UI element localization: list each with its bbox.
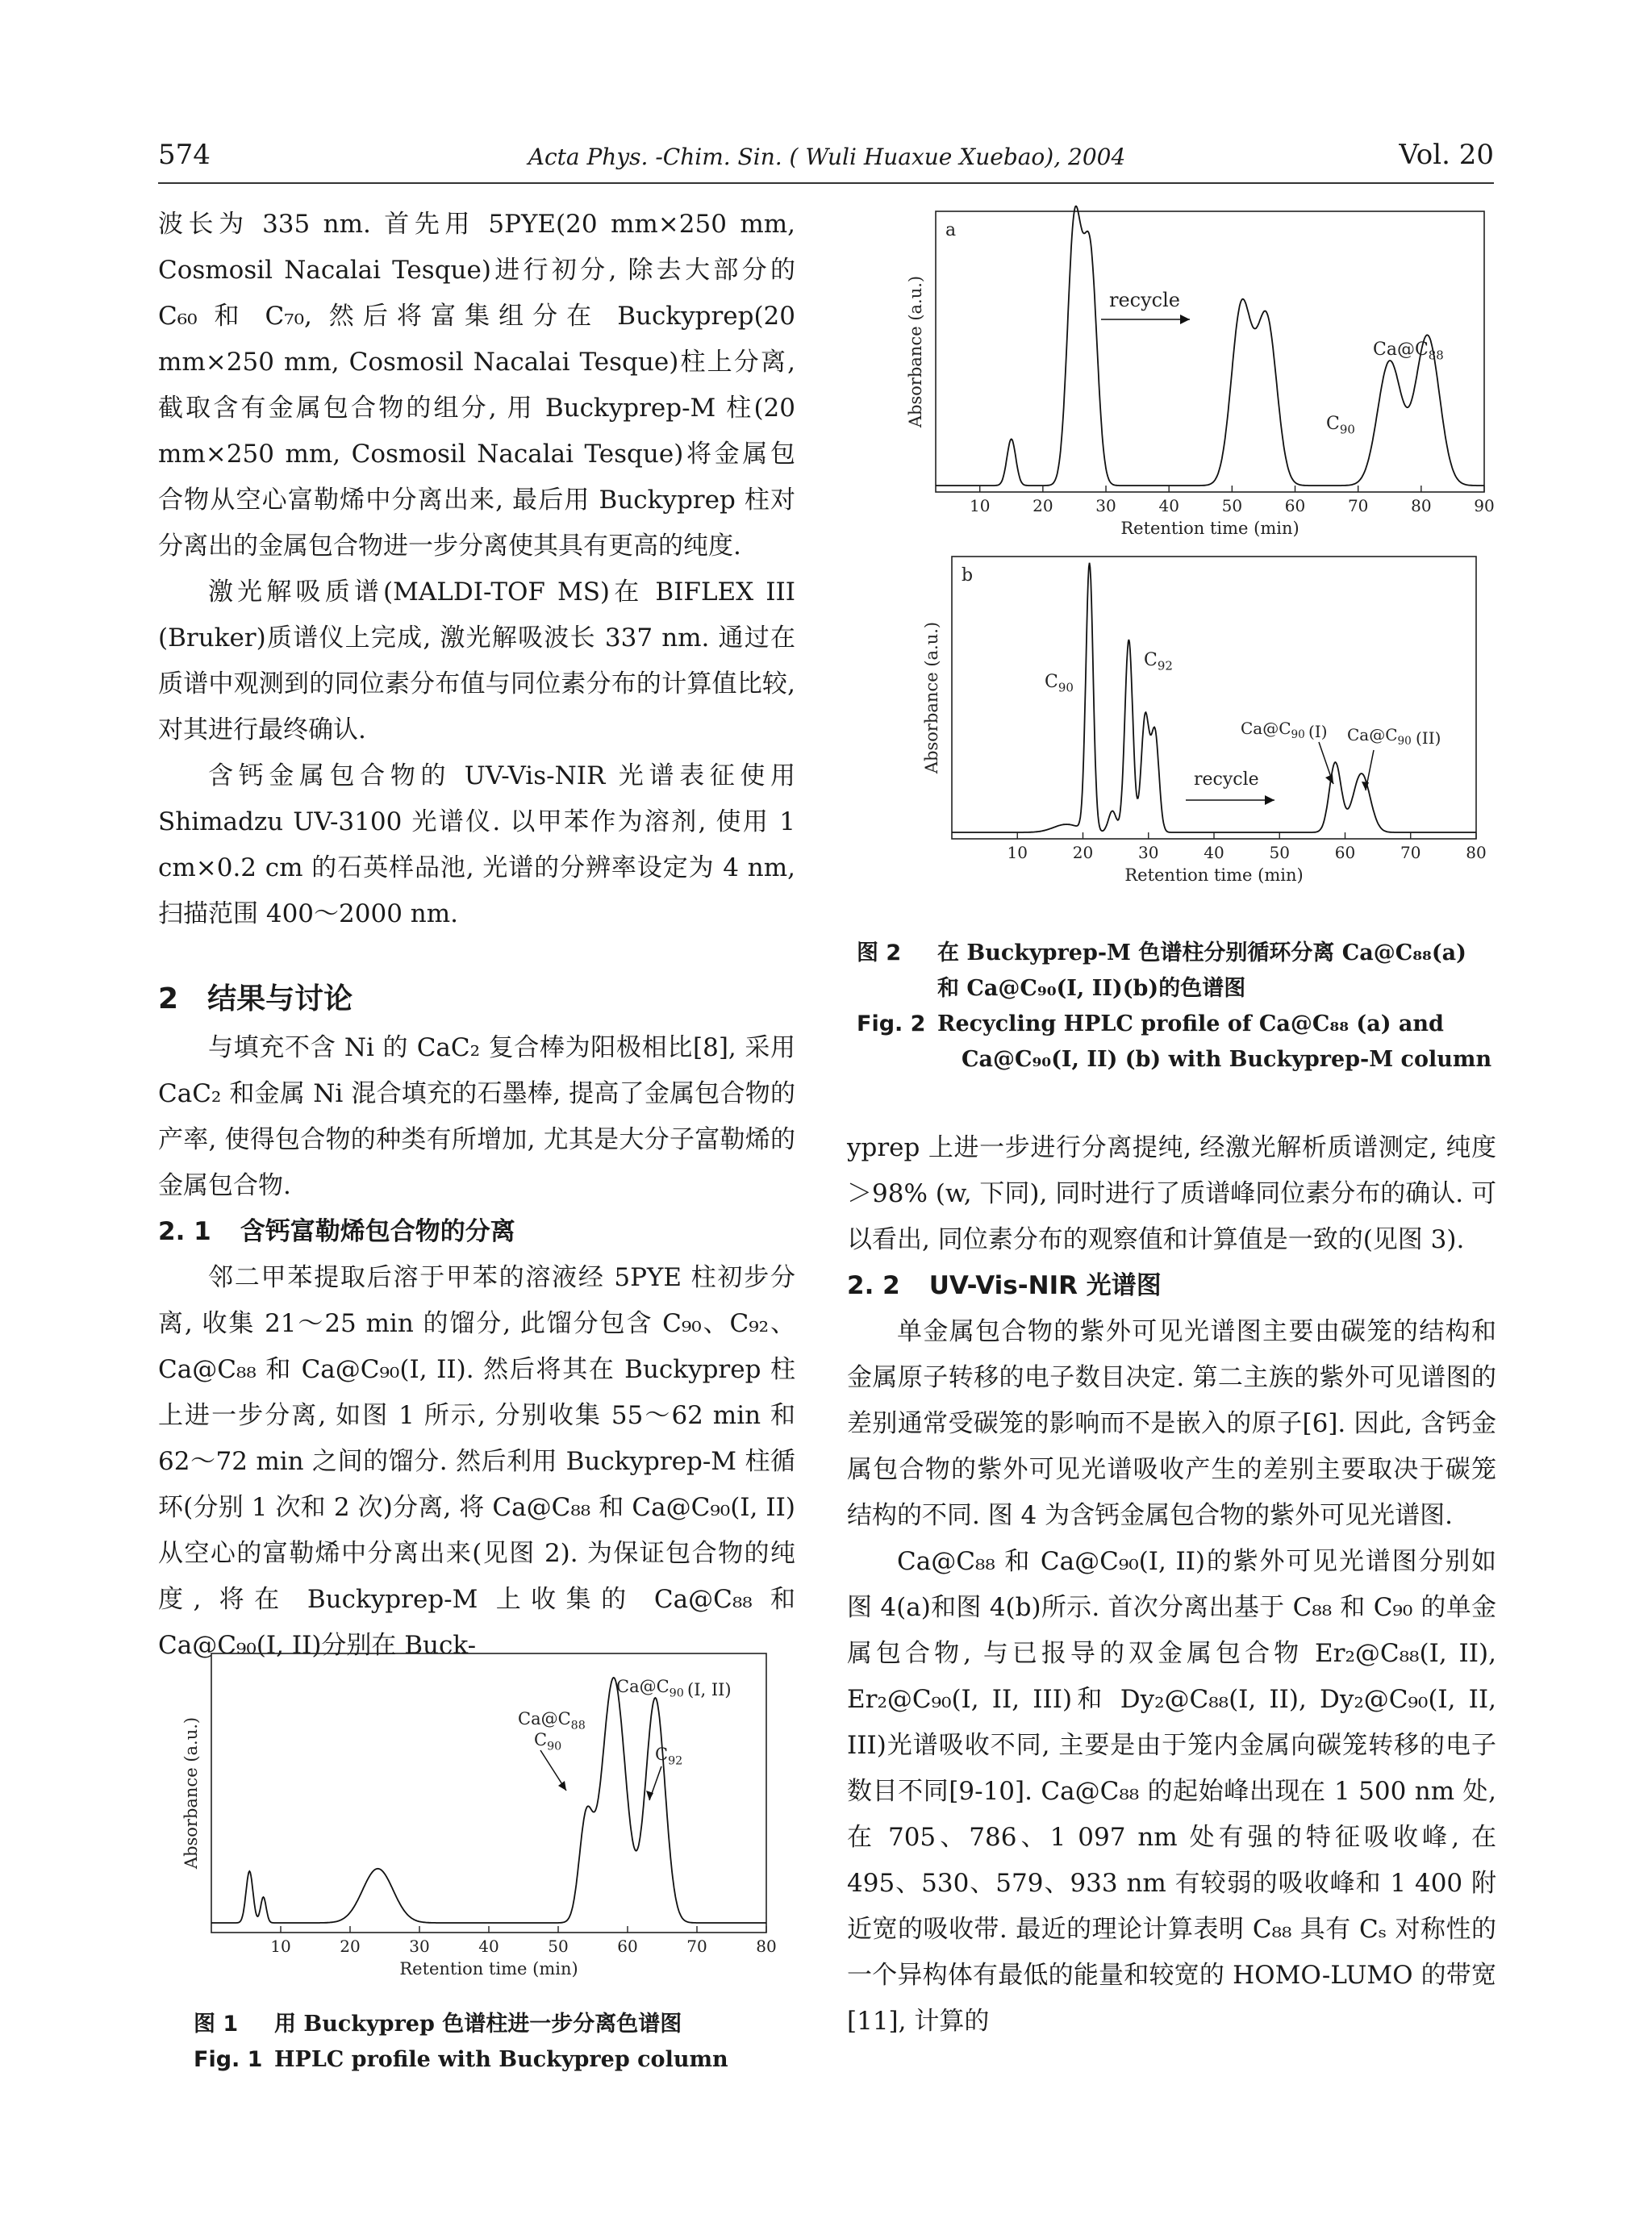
annotation-ca-c88: $Ca@C_{88}$: [1373, 340, 1444, 363]
x-tick-label: 10: [1007, 843, 1028, 862]
journal-title: Acta Phys. -Chim. Sin. ( Wuli Huaxue Xuebao), 2004: [528, 144, 1126, 170]
section-title: UV-Vis-NIR 光谱图: [928, 1271, 1162, 1300]
panel-label: a: [945, 220, 957, 240]
x-tick-label: 60: [1284, 496, 1306, 515]
caption-label: 图 2: [857, 940, 902, 965]
series-line: [211, 1678, 766, 1923]
arrow-head: [558, 1781, 566, 1791]
annotation-recycle: recycle: [1109, 289, 1180, 311]
caption-text: 用 Buckyprep 色谱柱进一步分离色谱图: [274, 2012, 682, 2037]
x-tick-label: 50: [548, 1937, 569, 1956]
caption-text: 和 Ca@C₉₀(I, II)(b)的色谱图: [937, 976, 1246, 1001]
annotation-c92: $C_{92}$: [655, 1745, 683, 1768]
figure-2-chart: [847, 202, 1496, 895]
annotation-ca-c90-i: $Ca@C_{90}$: [1241, 719, 1305, 741]
caption-text: Recycling HPLC profile of Ca@C₈₈ (a) and: [937, 1011, 1444, 1036]
x-tick-label: 20: [1032, 496, 1053, 515]
annotation-ca-c88: $Ca@C_{88}$: [518, 1709, 586, 1733]
section-number: 2: [158, 982, 179, 1015]
x-tick-label: 20: [1072, 843, 1094, 862]
paragraph: 与填充不含 Ni 的 CaC₂ 复合棒为阳极相比[8], 采用 CaC₂ 和金属 Ni 混合填充的石墨棒, 提高了金属包合物的产率, 使得包合物的种类有所增加, 尤其是大分子富勒烯的金属包合物.: [158, 1033, 795, 1200]
x-tick-label: 40: [1158, 496, 1179, 515]
annotation-ca-c90-suffix: (I, II): [687, 1680, 732, 1699]
x-tick-label: 90: [1474, 496, 1495, 515]
x-tick-label: 70: [686, 1937, 707, 1956]
caption-text: 在 Buckyprep-M 色谱柱分别循环分离 Ca@C₈₈(a): [937, 940, 1466, 965]
figure-1-chart: [161, 1645, 782, 2000]
figure-2-caption: [857, 936, 1502, 1078]
annotation-ca-c90-ii: $Ca@C_{90}$: [1347, 725, 1412, 748]
caption-text: Ca@C₉₀(I, II) (b) with Buckyprep-M column: [962, 1047, 1492, 1072]
paragraph: 邻二甲苯提取后溶于甲苯的溶液经 5PYE 柱初步分离, 收集 21～25 min 的馏分, 此馏分包含 C₉₀、C₉₂、Ca@C₈₈ 和 Ca@C₉₀(I, II). 然后将其在 Buckyprep 柱上进一步分离, 如图 1 所示, 分别收集 55～62 min 和 62～72 min 之间的馏分. 然后利用 Buckyprep-M 柱循环(分别 1 次和 2 次)分离, 将 Ca@C₈₈ 和 Ca@C₉₀(I, II)从空心的富勒烯中分离出来(见图 2). 为保证包合物的纯度, 将在 Buckyprep-M 上收集的 Ca@C₈₈ 和 Ca@C₉₀(I, II)分别在 Buck-: [158, 1263, 795, 1660]
section-heading-2: [158, 976, 795, 1022]
x-tick-label: 70: [1400, 843, 1421, 862]
x-axis-label: Retention time (min): [399, 1959, 578, 1979]
x-tick-label: 10: [969, 496, 991, 515]
x-tick-label: 60: [1334, 843, 1356, 862]
annotation-recycle: recycle: [1194, 769, 1259, 790]
series-line: [952, 563, 1476, 832]
left-column: [158, 202, 795, 1669]
page-number: 574: [158, 139, 211, 171]
section-number: 2. 1: [158, 1217, 211, 1246]
panel-label: b: [962, 565, 974, 586]
right-column: [847, 1125, 1496, 2045]
x-tick-label: 50: [1269, 843, 1290, 862]
figure-1: [161, 1645, 782, 2000]
caption-label: 图 1: [194, 2012, 239, 2037]
chart-fig2a: [906, 206, 1495, 538]
figure-1-caption: [194, 2007, 791, 2078]
caption-label: Fig. 2: [857, 1011, 926, 1036]
arrow-head: [1325, 774, 1333, 784]
x-tick-label: 50: [1221, 496, 1243, 515]
arrow-head: [1180, 315, 1190, 324]
annotation-ca-c90-i-suffix: (I): [1308, 722, 1328, 741]
section-number: 2. 2: [847, 1271, 900, 1300]
paragraph: Ca@C₈₈ 和 Ca@C₉₀(I, II)的紫外可见光谱图分别如图 4(a)和图 4(b)所示. 首次分离出基于 C₈₈ 和 C₉₀ 的单金属包合物, 与已报导的双金属包合物 Er₂@C₈₈(I, II), Er₂@C₉₀(I, II, III)和 Dy₂@C₈₈(I, II), Dy₂@C₉₀(I, II, III)光谱吸收不同, 主要是由于笼内金属向碳笼转移的电子数目不同[9-10]. Ca@C₈₈ 的起始峰出现在 1 500 nm 处, 在 705、786、1 097 nm 处有强的特征吸收峰, 在 495、530、579、933 nm 有较弱的吸收峰和 1 400 附近宽的吸收带. 最近的理论计算表明 C₈₈ 具有 Cₛ 对称性的一个异构体有最低的能量和较宽的 HOMO-LUMO 的带宽[11], 计算的: [847, 1547, 1496, 2036]
x-tick-label: 30: [1095, 496, 1116, 515]
x-tick-label: 30: [409, 1937, 430, 1956]
paragraph: 波长为 335 nm. 首先用 5PYE(20 mm×250 mm, Cosmosil Nacalai Tesque)进行初分, 除去大部分的 C₆₀ 和 C₇₀, 然后将富集组分在 Buckyprep(20 mm×250 mm, Cosmosil Nacalai Tesque)柱上分离, 截取含有金属包合物的组分, 用 Buckyprep-M 柱(20 mm×250 mm, Cosmosil Nacalai Tesque)将金属包合物从空心富勒烯中分离出来, 最后用 Buckyprep 柱对分离出的金属包合物进一步分离使其具有更高的纯度.: [158, 210, 795, 561]
volume-label: Vol. 20: [1399, 139, 1494, 171]
paragraph: 含钙金属包合物的 UV-Vis-NIR 光谱表征使用 Shimadzu UV-3100 光谱仪. 以甲苯作为溶剂, 使用 1 cm×0.2 cm 的石英样品池, 光谱的分辨率设定为 4 nm, 扫描范围 400～2000 nm.: [158, 761, 795, 928]
figure-2: [847, 202, 1496, 895]
header-rule: [158, 182, 1494, 184]
annotation-c90: $C_{90}$: [534, 1730, 562, 1753]
x-tick-label: 60: [617, 1937, 638, 1956]
x-tick-label: 70: [1347, 496, 1369, 515]
section-title: 含钙富勒烯包合物的分离: [240, 1217, 515, 1246]
y-axis-label: Absorbance (a.u.): [922, 621, 941, 774]
section-heading-2-1: [158, 1209, 795, 1255]
x-tick-label: 80: [1466, 843, 1487, 862]
x-tick-label: 80: [1411, 496, 1432, 515]
x-tick-label: 80: [756, 1937, 777, 1956]
x-axis-label: Retention time (min): [1120, 519, 1299, 538]
paragraph: 单金属包合物的紫外可见光谱图主要由碳笼的结构和金属原子转移的电子数目决定. 第二主族的紫外可见谱图的差别通常受碳笼的影响而不是嵌入的原子[6]. 因此, 含钙金属包合物的紫外可见光谱吸收产生的差别主要取决于碳笼结构的不同. 图 4 为含钙金属包合物的紫外可见光谱图.: [847, 1317, 1496, 1530]
x-tick-label: 10: [270, 1937, 291, 1956]
plot-frame: [952, 557, 1476, 839]
chart-fig1: [181, 1653, 777, 1979]
recycle-arrow: [1101, 315, 1190, 324]
y-axis-label: Absorbance (a.u.): [906, 275, 925, 428]
x-axis-label: Retention time (min): [1124, 865, 1304, 885]
chart-fig2b: [922, 557, 1487, 885]
caption-label: Fig. 1: [194, 2047, 263, 2072]
annotation-c92: $C_{92}$: [1144, 650, 1173, 673]
annotation-c90: $C_{90}$: [1045, 672, 1074, 695]
annotation-ca-c90-i-ii: $Ca@C_{90}$: [616, 1677, 684, 1700]
y-axis-label: Absorbance (a.u.): [181, 1716, 201, 1870]
paragraph: yprep 上进一步进行分离提纯, 经激光解析质谱测定, 纯度＞98% (w, 下同), 同时进行了质谱峰同位素分布的确认. 可以看出, 同位素分布的观察值和计算值是一致的(见图 3).: [847, 1133, 1496, 1254]
paragraph: 激光解吸质谱(MALDI-TOF MS)在 BIFLEX III (Bruker)质谱仪上完成, 激光解吸波长 337 nm. 通过在质谱中观测到的同位素分布值与同位素分布的计算值比较, 对其进行最终确认.: [158, 578, 795, 744]
x-tick-label: 40: [478, 1937, 499, 1956]
annotation-ca-c90-ii-suffix: (II): [1416, 728, 1441, 748]
x-tick-label: 40: [1204, 843, 1224, 862]
section-title: 结果与讨论: [207, 982, 353, 1015]
annotation-c90: $C_{90}$: [1326, 414, 1355, 437]
arrow-head: [1265, 795, 1274, 805]
x-tick-label: 30: [1138, 843, 1159, 862]
x-tick-label: 20: [340, 1937, 361, 1956]
caption-text: HPLC profile with Buckyprep column: [274, 2047, 728, 2072]
section-heading-2-2: [847, 1263, 1496, 1309]
